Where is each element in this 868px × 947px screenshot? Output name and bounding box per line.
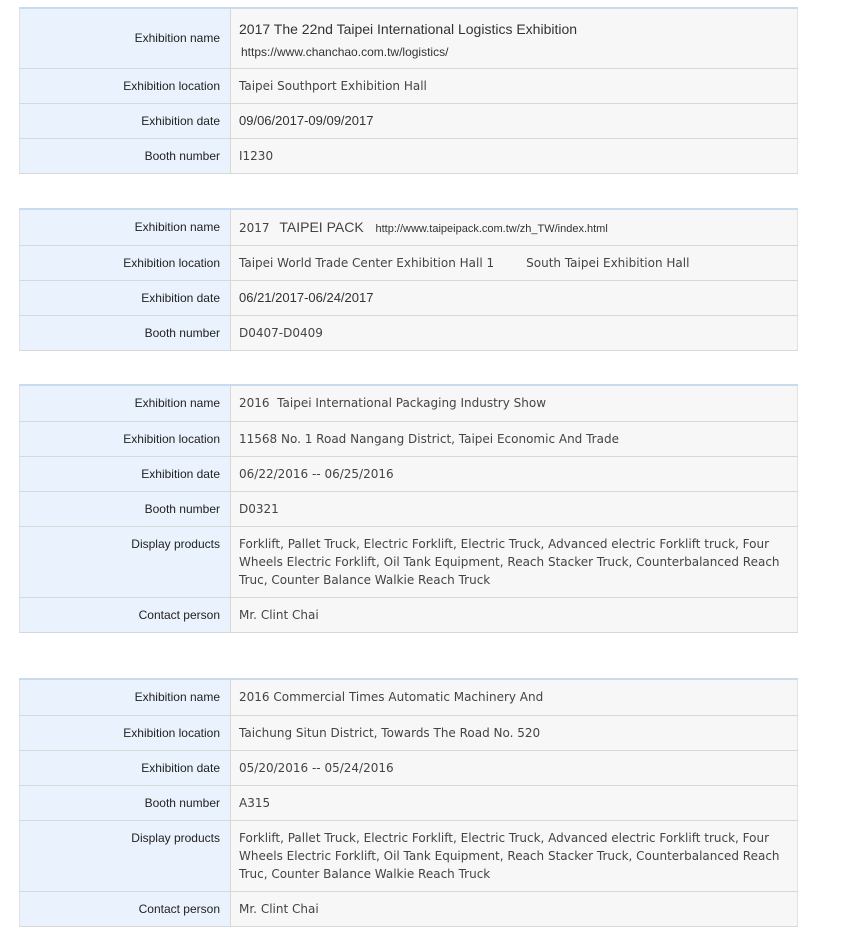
exhibition-location-2: South Taipei Exhibition Hall	[526, 255, 690, 270]
exhibition-name	[231, 210, 798, 245]
label-exhibition-name: Exhibition name	[20, 210, 231, 245]
label-exhibition-location: Exhibition location	[20, 245, 231, 280]
label-exhibition-location: Exhibition location	[20, 68, 231, 103]
exhibition-date: 06/21/2017-06/24/2017	[231, 280, 798, 315]
label-exhibition-name: Exhibition name	[20, 680, 231, 715]
label-exhibition-date: Exhibition date	[20, 750, 231, 785]
label-exhibition-location: Exhibition location	[20, 421, 231, 456]
exhibition-location: 11568 No. 1 Road Nangang District, Taipei Economic And Trade	[231, 421, 798, 456]
booth-number: D0321	[231, 491, 798, 526]
label-exhibition-name: Exhibition name	[20, 9, 231, 68]
label-contact-person: Contact person	[20, 891, 231, 926]
booth-number: D0407-D0409	[231, 315, 798, 350]
contact-person: Mr. Clint Chai	[231, 891, 798, 926]
label-booth-number: Booth number	[20, 491, 231, 526]
exhibition-block-2	[19, 208, 798, 351]
label-exhibition-name: Exhibition name	[20, 386, 231, 421]
exhibition-block-3	[19, 384, 798, 633]
exhibition-title: TAIPEI PACK	[279, 219, 364, 236]
booth-number: I1230	[231, 138, 798, 173]
exhibition-block-4	[19, 678, 798, 927]
exhibition-year: 2017	[239, 221, 270, 236]
exhibition-name: 2016 Commercial Times Automatic Machinery And	[231, 680, 798, 715]
label-booth-number: Booth number	[20, 315, 231, 350]
label-display-products: Display products	[20, 820, 231, 891]
exhibition-name: 2016 Taipei International Packaging Industry Show	[231, 386, 798, 421]
exhibition-location: Taipei Southport Exhibition Hall	[231, 68, 798, 103]
contact-person: Mr. Clint Chai	[231, 597, 798, 632]
display-products: Forklift, Pallet Truck, Electric Forklift, Electric Truck, Advanced electric Forklift truck, Four Wheels Electric Forklift, Oil Tank Equipment, Reach Stacker Truck, Counterbalanced Reach Truc, Counter Balance Walkie Reach Truck	[231, 820, 798, 891]
exhibition-block-1	[19, 7, 798, 174]
exhibition-name	[231, 9, 798, 68]
label-booth-number: Booth number	[20, 785, 231, 820]
exhibition-date: 09/06/2017-09/09/2017	[231, 103, 798, 138]
exhibition-date: 06/22/2016 -- 06/25/2016	[231, 456, 798, 491]
exhibition-date: 05/20/2016 -- 05/24/2016	[231, 750, 798, 785]
booth-number: A315	[231, 785, 798, 820]
label-display-products: Display products	[20, 526, 231, 597]
label-exhibition-date: Exhibition date	[20, 456, 231, 491]
label-exhibition-date: Exhibition date	[20, 103, 231, 138]
label-exhibition-date: Exhibition date	[20, 280, 231, 315]
exhibition-location: Taichung Situn District, Towards The Road No. 520	[231, 715, 798, 750]
exhibition-location-1: Taipei World Trade Center Exhibition Hall 1	[239, 255, 495, 270]
exhibition-url[interactable]: https://www.chanchao.com.tw/logistics/	[241, 45, 449, 60]
label-booth-number: Booth number	[20, 138, 231, 173]
display-products: Forklift, Pallet Truck, Electric Forklift, Electric Truck, Advanced electric Forklift truck, Four Wheels Electric Forklift, Oil Tank Equipment, Reach Stacker Truck, Counterbalanced Reach Truc, Counter Balance Walkie Reach Truck	[231, 526, 798, 597]
exhibition-name-text: 2017 The 22nd Taipei International Logistics Exhibition	[239, 21, 578, 38]
label-contact-person: Contact person	[20, 597, 231, 632]
exhibition-url[interactable]: http://www.taipeipack.com.tw/zh_TW/index.html	[375, 223, 608, 236]
label-exhibition-location: Exhibition location	[20, 715, 231, 750]
exhibition-location	[231, 245, 798, 280]
